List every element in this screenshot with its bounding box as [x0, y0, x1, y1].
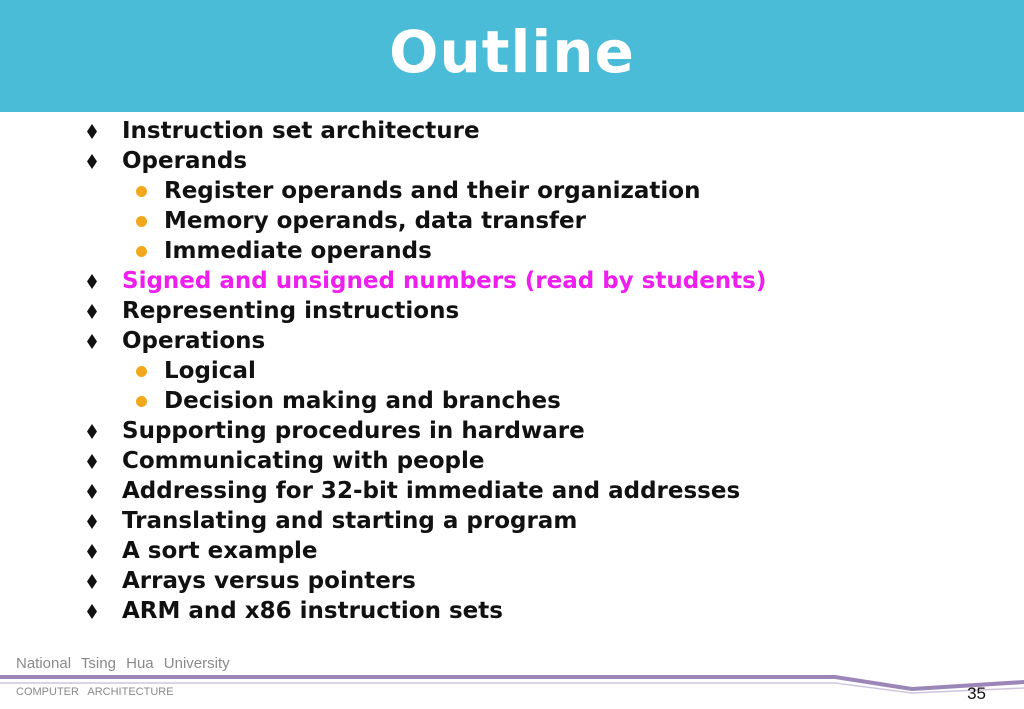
outline-item-text: Addressing for 32-bit immediate and addresses [122, 478, 741, 504]
outline-list [84, 116, 766, 626]
outline-item-text: Signed and unsigned numbers (read by students) [122, 268, 767, 294]
outline-item-text: Operations [122, 328, 266, 354]
diamond-bullet-icon [87, 536, 97, 566]
outline-subitem [84, 176, 766, 206]
outline-item [84, 326, 766, 356]
outline-subitem-text: Memory operands, data transfer [164, 208, 586, 234]
outline-item [84, 296, 766, 326]
page-number: 35 [967, 684, 986, 703]
outline-subitem-text: Register operands and their organization [164, 178, 701, 204]
outline-item-text: Arrays versus pointers [122, 568, 416, 594]
outline-item-text: A sort example [122, 538, 318, 564]
diamond-bullet-icon [87, 476, 97, 506]
diamond-bullet-icon [87, 266, 97, 296]
outline-subitem-text: Logical [164, 358, 256, 384]
diamond-bullet-icon [87, 296, 97, 326]
outline-item [84, 596, 766, 626]
footer-course: COMPUTER ARCHITECTURE [16, 686, 174, 698]
dot-bullet-icon [136, 356, 148, 386]
diamond-bullet-icon [87, 596, 97, 626]
outline-item [84, 116, 766, 146]
outline-item [84, 536, 766, 566]
diamond-bullet-icon [87, 116, 97, 146]
outline-item-text: ARM and x86 instruction sets [122, 598, 503, 624]
title-bar [0, 0, 1024, 112]
dot-bullet-icon [136, 176, 148, 206]
slide-title: Outline [389, 18, 635, 86]
outline-item [84, 146, 766, 176]
outline-item-text: Communicating with people [122, 448, 485, 474]
dot-bullet-icon [136, 236, 148, 266]
diamond-bullet-icon [87, 326, 97, 356]
outline-subitem [84, 356, 766, 386]
outline-item [84, 476, 766, 506]
footer-university: National Tsing Hua University [16, 655, 230, 672]
diamond-bullet-icon [87, 446, 97, 476]
outline-item [84, 416, 766, 446]
diamond-bullet-icon [87, 566, 97, 596]
outline-item [84, 566, 766, 596]
dot-bullet-icon [136, 386, 148, 416]
outline-item-text: Operands [122, 148, 248, 174]
outline-item-text: Instruction set architecture [122, 118, 480, 144]
diamond-bullet-icon [87, 146, 97, 176]
outline-item-text: Representing instructions [122, 298, 460, 324]
outline-item [84, 446, 766, 476]
outline-subitem [84, 206, 766, 236]
outline-subitem-text: Decision making and branches [164, 388, 561, 414]
outline-item-text: Translating and starting a program [122, 508, 578, 534]
outline-subitem [84, 236, 766, 266]
diamond-bullet-icon [87, 416, 97, 446]
outline-item [84, 506, 766, 536]
diamond-bullet-icon [87, 506, 97, 536]
outline-item-text: Supporting procedures in hardware [122, 418, 585, 444]
outline-item-highlighted [84, 266, 766, 296]
outline-subitem [84, 386, 766, 416]
outline-subitem-text: Immediate operands [164, 238, 432, 264]
dot-bullet-icon [136, 206, 148, 236]
